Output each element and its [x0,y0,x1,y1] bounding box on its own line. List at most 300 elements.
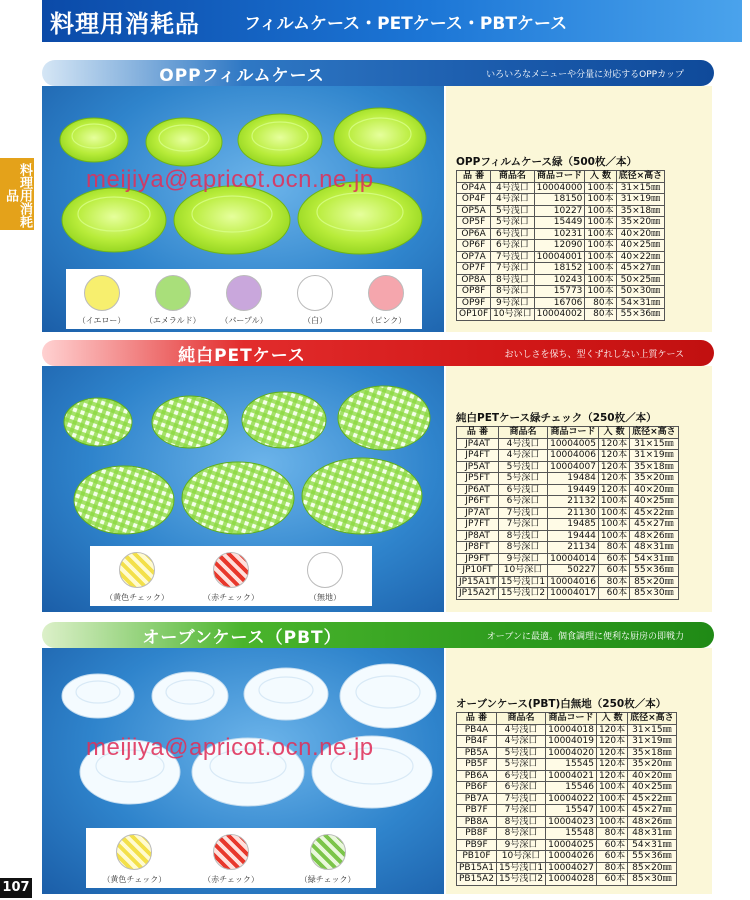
cup [302,458,422,534]
cell: 100本 [596,793,627,805]
cell: 55×36㎜ [616,309,665,321]
col-header: 入 数 [585,171,616,183]
cell: 100本 [585,274,616,286]
cell: 4号深口 [491,194,534,206]
cell: 31×15㎜ [616,182,665,194]
cell: 8号浅口 [491,274,534,286]
cell: 19484 [548,473,599,485]
cell: 5号浅口 [498,461,547,473]
cell: 45×27㎜ [630,519,679,531]
cell: 10004002 [534,309,585,321]
product-photo-opp [42,86,444,332]
swatch-yellow-check [99,834,169,885]
cup [242,392,326,448]
swatch-white [280,275,350,326]
cell: PB9F [457,839,497,851]
table-row [457,496,679,508]
cell: 60本 [598,588,629,600]
cell: 100本 [598,530,629,542]
cell: OP10F [457,309,491,321]
spec-panel-opp [446,86,712,332]
cell: 80本 [598,542,629,554]
table-row [457,736,677,748]
cell: 15449 [534,217,585,229]
cell: 8号深口 [491,286,534,298]
page-title: 料理用消耗品 [50,9,200,38]
page-subtitle: フィルムケース・PETケース・PBTケース [244,13,568,34]
cell: 31×15㎜ [628,724,677,736]
table-row [457,770,677,782]
cell: 10004006 [548,450,599,462]
cell: OP8F [457,286,491,298]
cell: 5号浅口 [491,205,534,217]
color-swatches-pet [90,546,372,606]
cell: 12090 [534,240,585,252]
table-title: OPPフィルムケース緑（500枚／本） [456,156,637,168]
swatch-dot [213,834,249,870]
col-header: 商品コード [548,427,599,439]
cell: 80本 [596,828,627,840]
cell: 120本 [598,438,629,450]
cell: 19444 [548,530,599,542]
table-row [457,553,679,565]
table-row [457,194,665,206]
swatch-green-check [293,834,363,885]
spec-panel-pet [446,366,712,612]
swatch-label: （無地） [309,593,341,602]
cell: 40×20㎜ [616,228,665,240]
spec-table-pbt [456,712,677,886]
cell: 80本 [585,297,616,309]
cell: 100本 [585,217,616,229]
cell: 120本 [596,747,627,759]
cell: JP5FT [457,473,499,485]
cell: 15548 [546,828,597,840]
swatch-label: （パープル） [220,316,268,325]
table-header [457,171,665,183]
cell: PB7F [457,805,497,817]
cell: 4号浅口 [498,438,547,450]
section-title: OPPフィルムケース [159,65,325,86]
swatch-dot [116,834,152,870]
swatch-dot [84,275,120,311]
cell: 100本 [596,782,627,794]
page-number: 107 [0,878,32,898]
cell: 100本 [596,816,627,828]
cell: 48×31㎜ [630,542,679,554]
cup [340,664,436,728]
cell: 15号浅口1 [496,862,545,874]
cell: 40×20㎜ [628,770,677,782]
cell: 10227 [534,205,585,217]
cell: 18150 [534,194,585,206]
cell: JP15A2T [457,588,499,600]
cell: 7号深口 [491,263,534,275]
cup [338,386,430,450]
cell: 10004017 [548,588,599,600]
cell: 19449 [548,484,599,496]
cell: 31×15㎜ [630,438,679,450]
cell: 60本 [598,565,629,577]
swatch-label: （赤チェック） [203,593,259,602]
cell: OP9F [457,297,491,309]
table-header [457,427,679,439]
swatch-purple [209,275,279,326]
swatch-label: （イエロー） [77,316,126,325]
cell: 15号浅口2 [496,874,545,886]
cell: 21132 [548,496,599,508]
table-row [457,240,665,252]
cell: 50×25㎜ [616,274,665,286]
cell: 10号深口 [496,851,545,863]
watermark-email: meijiya@apricot.ocn.ne.jp [86,166,374,193]
cell: 100本 [585,240,616,252]
col-header: 品 番 [457,171,491,183]
cell: 6号深口 [496,782,545,794]
cell: OP6F [457,240,491,252]
cell: 54×31㎜ [628,839,677,851]
cell: 7号浅口 [491,251,534,263]
cell: JP4AT [457,438,499,450]
cell: 120本 [598,484,629,496]
cell: 120本 [596,724,627,736]
cell: OP4A [457,182,491,194]
col-header: 品 番 [457,427,499,439]
cell: 54×31㎜ [630,553,679,565]
cell: 10004025 [546,839,597,851]
cell: 21130 [548,507,599,519]
cell: 18152 [534,263,585,275]
cell: 120本 [598,473,629,485]
spec-table-pet [456,426,679,600]
cell: 55×36㎜ [630,565,679,577]
swatch-label: （ピンク） [366,316,407,325]
cell: 80本 [596,862,627,874]
cell: JP9FT [457,553,499,565]
swatch-emerald [138,275,208,326]
cell: 6号浅口 [498,484,547,496]
cell: 85×30㎜ [630,588,679,600]
cell: 100本 [585,251,616,263]
cell: PB4F [457,736,497,748]
color-swatches-pbt [86,828,376,888]
cell: 45×22㎜ [630,507,679,519]
cell: OP6A [457,228,491,240]
table-row [457,862,677,874]
swatch-dot [297,275,333,311]
table-title: 純白PETケース緑チェック（250枚／本） [456,412,657,424]
cell: JP7AT [457,507,499,519]
cell: 85×30㎜ [628,874,677,886]
cell: PB5A [457,747,497,759]
cell: JP10FT [457,565,499,577]
side-tab-label: 料理用消耗品 [3,162,32,228]
col-header: 商品名 [498,427,547,439]
swatch-label: （緑チェック） [299,875,356,884]
cell: 50227 [548,565,599,577]
table-row [457,182,665,194]
cell: 10004016 [548,576,599,588]
cell: 60本 [596,874,627,886]
table-row [457,828,677,840]
cell: 7号深口 [498,519,547,531]
cell: 120本 [598,450,629,462]
swatch-label: （黄色チェック） [102,875,167,884]
swatch-red-check [196,834,266,885]
swatch-label: （赤チェック） [203,875,259,884]
col-header: 品 番 [457,713,497,725]
col-header: 商品コード [534,171,585,183]
swatch-plain [290,552,360,603]
cell: 40×20㎜ [630,484,679,496]
table-row [457,217,665,229]
cell: PB5F [457,759,497,771]
cell: 35×20㎜ [628,759,677,771]
cell: 8号浅口 [498,530,547,542]
section-tagline: いろいろなメニューや分量に対応するOPPカップ [486,69,684,80]
col-header: 商品コード [546,713,597,725]
spec-panel-pbt [446,648,712,894]
cell: OP8A [457,274,491,286]
cell: 6号浅口 [496,770,545,782]
col-header: 底径×高さ [630,427,679,439]
table-row [457,484,679,496]
cell: 120本 [596,736,627,748]
cell: 100本 [596,805,627,817]
cell: 10004000 [534,182,585,194]
table-row [457,576,679,588]
cell: 6号浅口 [491,228,534,240]
cell: 7号深口 [496,805,545,817]
product-photo-pet [42,366,444,612]
cell: JP6FT [457,496,499,508]
cell: 10004001 [534,251,585,263]
cell: 7号浅口 [498,507,547,519]
cell: 7号浅口 [496,793,545,805]
cell: 40×25㎜ [628,782,677,794]
cell: 9号深口 [498,553,547,565]
cell: 10004021 [546,770,597,782]
cell: PB15A1 [457,862,497,874]
cell: PB8A [457,816,497,828]
table-row [457,588,679,600]
cup [74,466,174,534]
cell: JP4FT [457,450,499,462]
table-row [457,461,679,473]
table-row [457,782,677,794]
cell: OP7F [457,263,491,275]
cell: 8号深口 [496,828,545,840]
cell: 100本 [585,194,616,206]
table-row [457,724,677,736]
swatch-dot [226,275,262,311]
cell: 48×26㎜ [630,530,679,542]
cell: PB4A [457,724,497,736]
cell: PB7A [457,793,497,805]
table-row [457,450,679,462]
cell: 48×26㎜ [628,816,677,828]
cell: 4号浅口 [496,724,545,736]
cell: JP6AT [457,484,499,496]
swatch-dot [155,275,191,311]
cell: PB8F [457,828,497,840]
swatch-label: （白） [303,316,328,325]
cell: 15号浅口1 [498,576,547,588]
cell: 100本 [585,205,616,217]
cell: 10号深口 [491,309,534,321]
cell: 80本 [598,576,629,588]
cell: 55×36㎜ [628,851,677,863]
swatch-dot [213,552,249,588]
table-row [457,542,679,554]
cell: 31×19㎜ [628,736,677,748]
section-band-pbt [42,622,714,648]
col-header: 商品名 [496,713,545,725]
cell: 10004018 [546,724,597,736]
table-row [457,251,665,263]
cell: OP5A [457,205,491,217]
cell: 35×20㎜ [630,473,679,485]
table-row [457,530,679,542]
swatch-yellow-check [102,552,172,603]
cell: OP7A [457,251,491,263]
cell: 100本 [585,263,616,275]
cell: PB10F [457,851,497,863]
table-row [457,851,677,863]
swatch-dot [310,834,346,870]
section-title: 純白PETケース [178,345,306,366]
cell: 100本 [585,182,616,194]
cell: JP15A1T [457,576,499,588]
table-row [457,286,665,298]
cell: 10243 [534,274,585,286]
watermark-email: meijiya@apricot.ocn.ne.jp [86,734,374,761]
cell: PB6A [457,770,497,782]
table-row [457,473,679,485]
cell: 35×20㎜ [616,217,665,229]
cup [62,188,166,252]
cell: OP4F [457,194,491,206]
cup [182,462,294,534]
cell: 100本 [585,228,616,240]
cell: 48×31㎜ [628,828,677,840]
cell: 120本 [596,770,627,782]
cell: 10004027 [546,862,597,874]
cell: 10004014 [548,553,599,565]
cell: 100本 [598,507,629,519]
swatch-label: （エメラルド） [144,316,201,325]
cell: 40×25㎜ [616,240,665,252]
col-header: 入 数 [598,427,629,439]
table-row [457,228,665,240]
cell: 60本 [598,553,629,565]
product-photo-pbt [42,648,444,894]
cell: 40×22㎜ [616,251,665,263]
section-band-pet [42,340,714,366]
cell: 9号深口 [491,297,534,309]
cell: PB6F [457,782,497,794]
col-header: 底径×高さ [628,713,677,725]
cell: 50×30㎜ [616,286,665,298]
cell: 6号深口 [491,240,534,252]
cell: JP7FT [457,519,499,531]
cell: 100本 [598,496,629,508]
cell: 80本 [585,309,616,321]
table-row [457,507,679,519]
cell: OP5F [457,217,491,229]
cell: 15545 [546,759,597,771]
side-category-tab [0,158,34,230]
cell: 8号浅口 [496,816,545,828]
table-row [457,874,677,886]
cell: 19485 [548,519,599,531]
cell: 60本 [596,851,627,863]
table-row [457,839,677,851]
cell: JP5AT [457,461,499,473]
table-row [457,274,665,286]
cell: 5号浅口 [496,747,545,759]
table-row [457,747,677,759]
cup [334,108,426,168]
cell: 6号深口 [498,496,547,508]
table-row [457,816,677,828]
cell: 35×18㎜ [630,461,679,473]
cell: 45×22㎜ [628,793,677,805]
swatch-red-check [196,552,266,603]
cell: 10004007 [548,461,599,473]
cell: 10004005 [548,438,599,450]
swatch-pink [351,275,421,326]
cup [152,672,228,720]
cell: PB15A2 [457,874,497,886]
table-row [457,438,679,450]
cell: 5号深口 [491,217,534,229]
cell: 16706 [534,297,585,309]
cell: 15546 [546,782,597,794]
cell: 54×31㎜ [616,297,665,309]
table-row [457,297,665,309]
cell: 10004028 [546,874,597,886]
cell: 45×27㎜ [628,805,677,817]
cell: 10004026 [546,851,597,863]
col-header: 入 数 [596,713,627,725]
table-row [457,205,665,217]
table-row [457,519,679,531]
cell: 8号深口 [498,542,547,554]
cell: JP8FT [457,542,499,554]
cell: 10004023 [546,816,597,828]
swatch-label: （黄色チェック） [105,593,169,602]
cell: 45×27㎜ [616,263,665,275]
cell: 9号深口 [496,839,545,851]
table-row [457,309,665,321]
col-header: 商品名 [491,171,534,183]
cell: 60本 [596,839,627,851]
cell: 120本 [596,759,627,771]
cell: 35×18㎜ [616,205,665,217]
col-header: 底径×高さ [616,171,665,183]
cell: 15号浅口2 [498,588,547,600]
cell: 100本 [585,286,616,298]
cell: 10004022 [546,793,597,805]
cell: 120本 [598,461,629,473]
cell: JP8AT [457,530,499,542]
cup [244,668,328,720]
table-row [457,759,677,771]
cell: 100本 [598,519,629,531]
cell: 4号深口 [498,450,547,462]
swatch-dot [119,552,155,588]
